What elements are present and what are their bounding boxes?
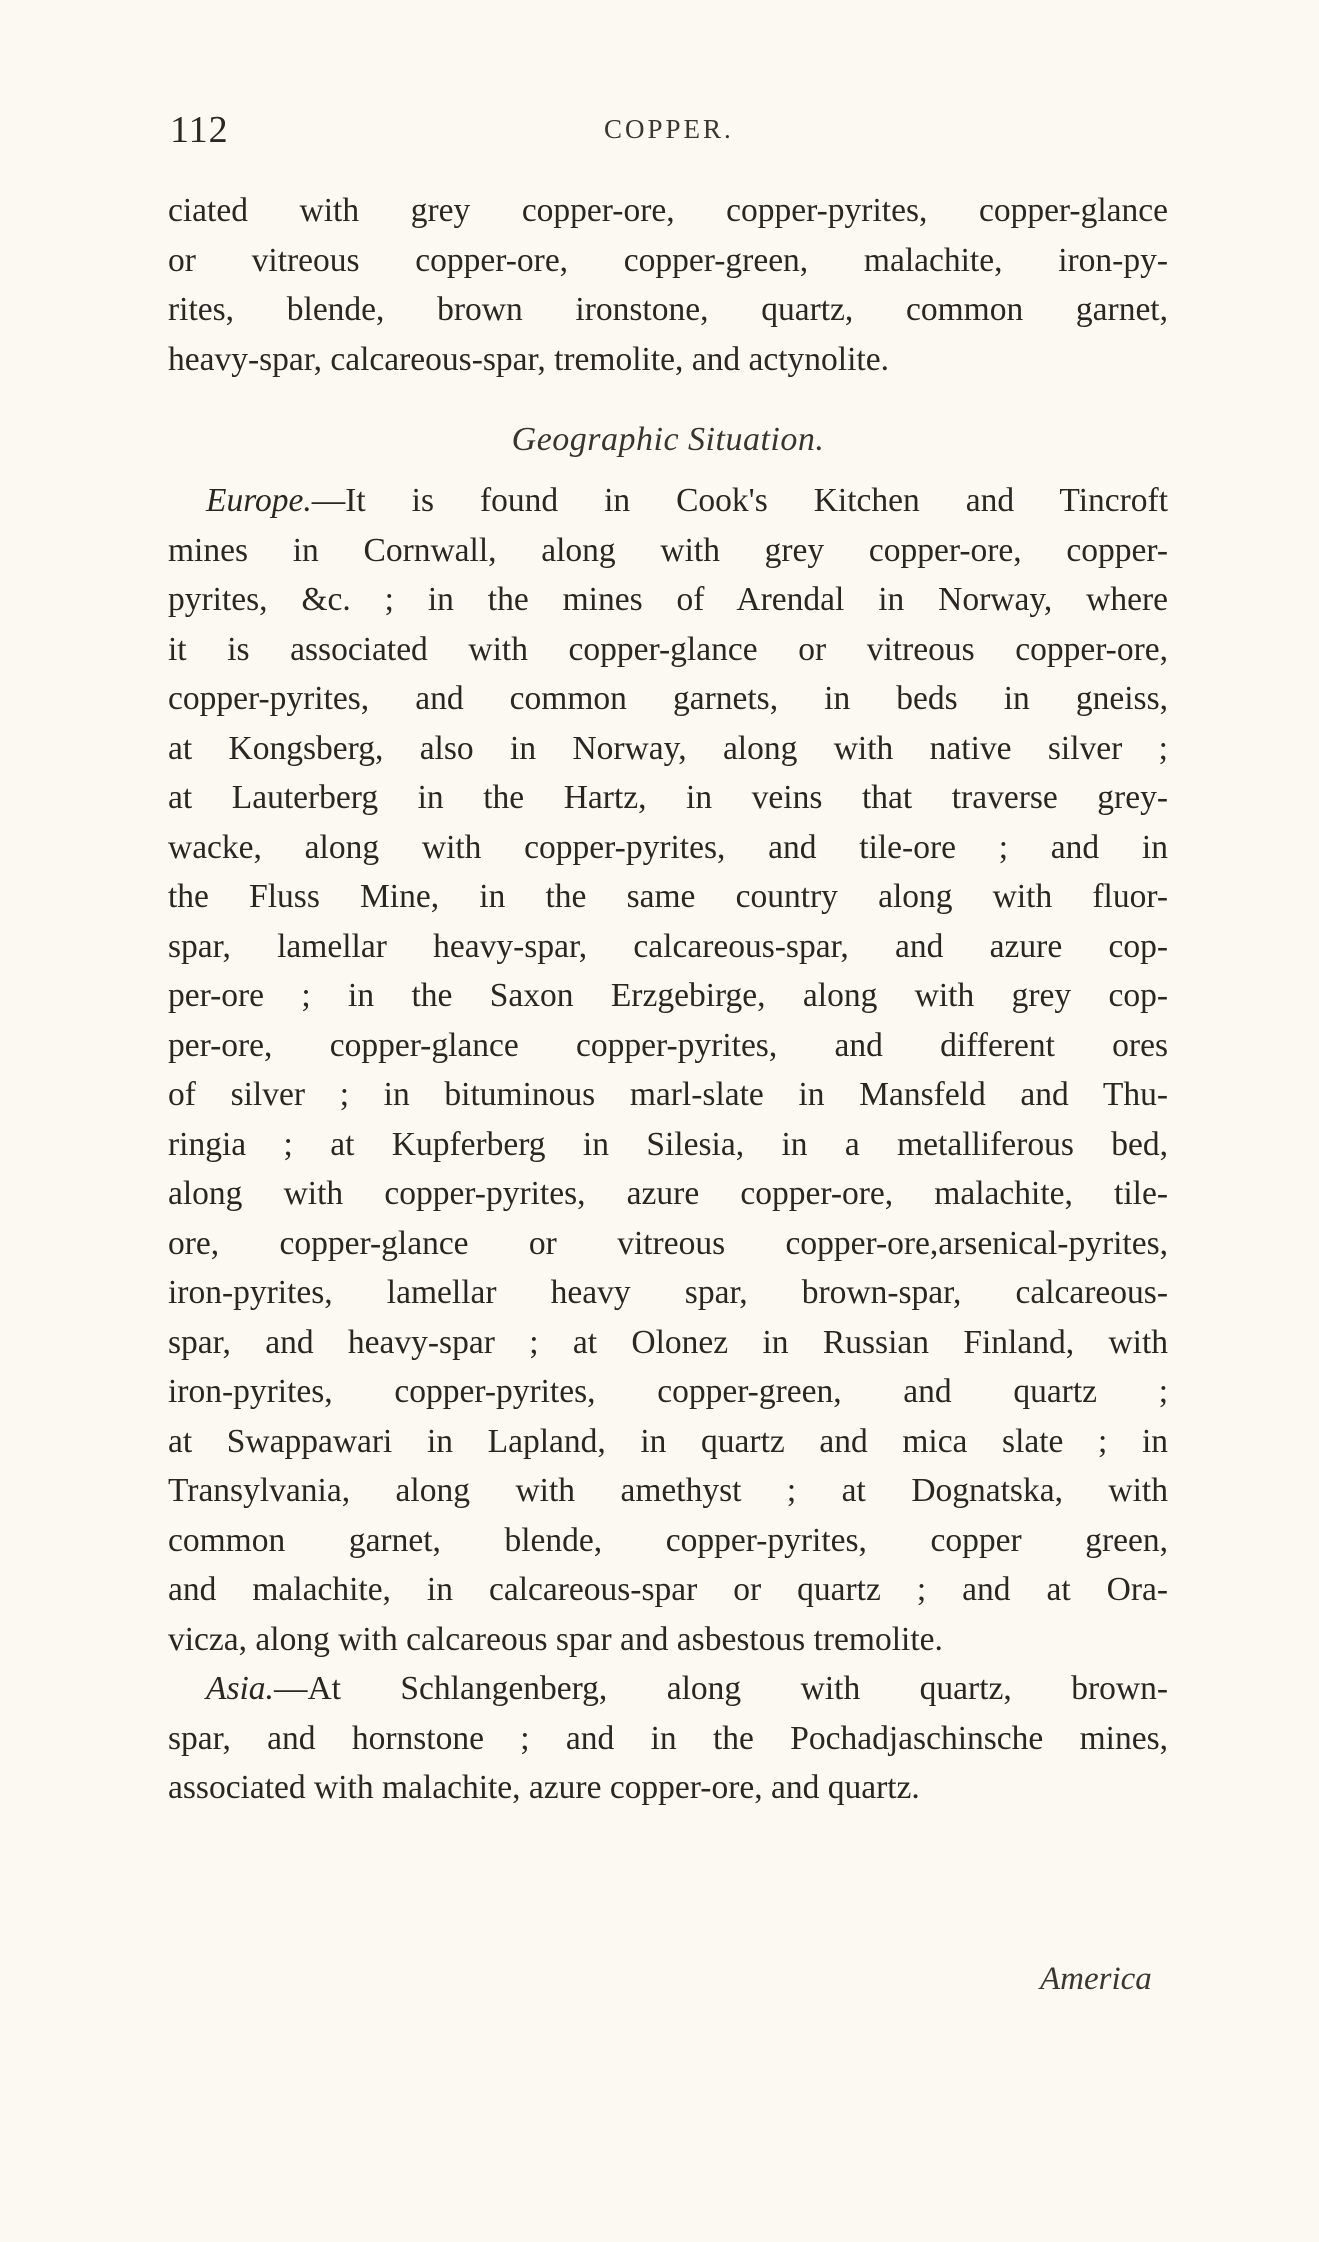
catchword: America [1040,1961,1152,1997]
text-line: per-ore ; in the Saxon Erzgebirge, along with grey cop- [168,977,1168,1014]
text-line: per-ore, copper-glance copper-pyrites, and different ores [168,1026,1168,1064]
text-line: copper-pyrites, and common garnets, in beds in gneiss, [168,680,1168,717]
text-line: associated with malachite, azure copper-ore, and quartz. [168,1769,920,1806]
text-line: at Kongsberg, also in Norway, along with native silver ; [168,729,1168,767]
text-line: at Swappawari in Lapland, in quartz and mica slate ; in [168,1422,1168,1460]
body-text [168,186,1168,1813]
text-line: vicza, along with calcareous spar and asbestous tremolite. [168,1620,943,1658]
text-line: mines in Cornwall, along with grey copper-ore, copper- [168,531,1168,569]
text-line: of silver ; in bituminous marl-slate in Mansfeld and Thu- [168,1076,1168,1113]
section-heading: Geographic Situation. [511,421,825,458]
text-line: ciated with grey copper-ore, copper-pyrites, copper-glance [168,192,1168,229]
text-line: Transylvania, along with amethyst ; at Dognatska, with [168,1472,1168,1509]
text-line: at Lauterberg in the Hartz, in veins that traverse grey- [168,779,1168,816]
text-line: ringia ; at Kupferberg in Silesia, in a metalliferous bed, [168,1125,1168,1163]
page-number: 112 [170,109,229,151]
text-line: the Fluss Mine, in the same country along with fluor- [168,878,1168,915]
text-line: and malachite, in calcareous-spar or quartz ; and at Ora- [168,1571,1168,1608]
text-line: or vitreous copper-ore, copper-green, malachite, iron-py- [168,241,1168,279]
region-label-europe: Europe. [206,482,312,519]
text-line: iron-pyrites, lamellar heavy spar, brown-spar, calcareous- [168,1274,1168,1311]
text-line [168,1664,1168,1714]
text-line: common garnet, blende, copper-pyrites, copper green, [168,1521,1168,1559]
text-line-rest: —At Schlangenberg, along with quartz, brown- [273,1670,1168,1707]
region-label-asia: Asia. [206,1670,274,1707]
running-title: COPPER. [604,114,734,144]
text-line: it is associated with copper-glance or vitreous copper-ore, [168,630,1168,668]
text-line: wacke, along with copper-pyrites, and tile-ore ; and in [168,828,1168,866]
text-line: spar, lamellar heavy-spar, calcareous-spar, and azure cop- [168,927,1168,965]
text-line: pyrites, &c. ; in the mines of Arendal in Norway, where [168,581,1168,618]
text-line: spar, and heavy-spar ; at Olonez in Russian Finland, with [168,1323,1168,1361]
text-line: heavy-spar, calcareous-spar, tremolite, and actynolite. [168,340,889,378]
text-line: ore, copper-glance or vitreous copper-ore,arsenical-pyrites, [168,1224,1168,1262]
text-line-rest: —It is found in Cook's Kitchen and Tincroft [311,482,1168,519]
text-line: iron-pyrites, copper-pyrites, copper-green, and quartz ; [168,1373,1168,1410]
text-line: along with copper-pyrites, azure copper-ore, malachite, tile- [168,1175,1168,1212]
text-line [168,476,1168,526]
running-head [170,108,1170,158]
text-line: spar, and hornstone ; and in the Pochadjaschinsche mines, [168,1719,1168,1757]
text-line: rites, blende, brown ironstone, quartz, common garnet, [168,291,1168,328]
